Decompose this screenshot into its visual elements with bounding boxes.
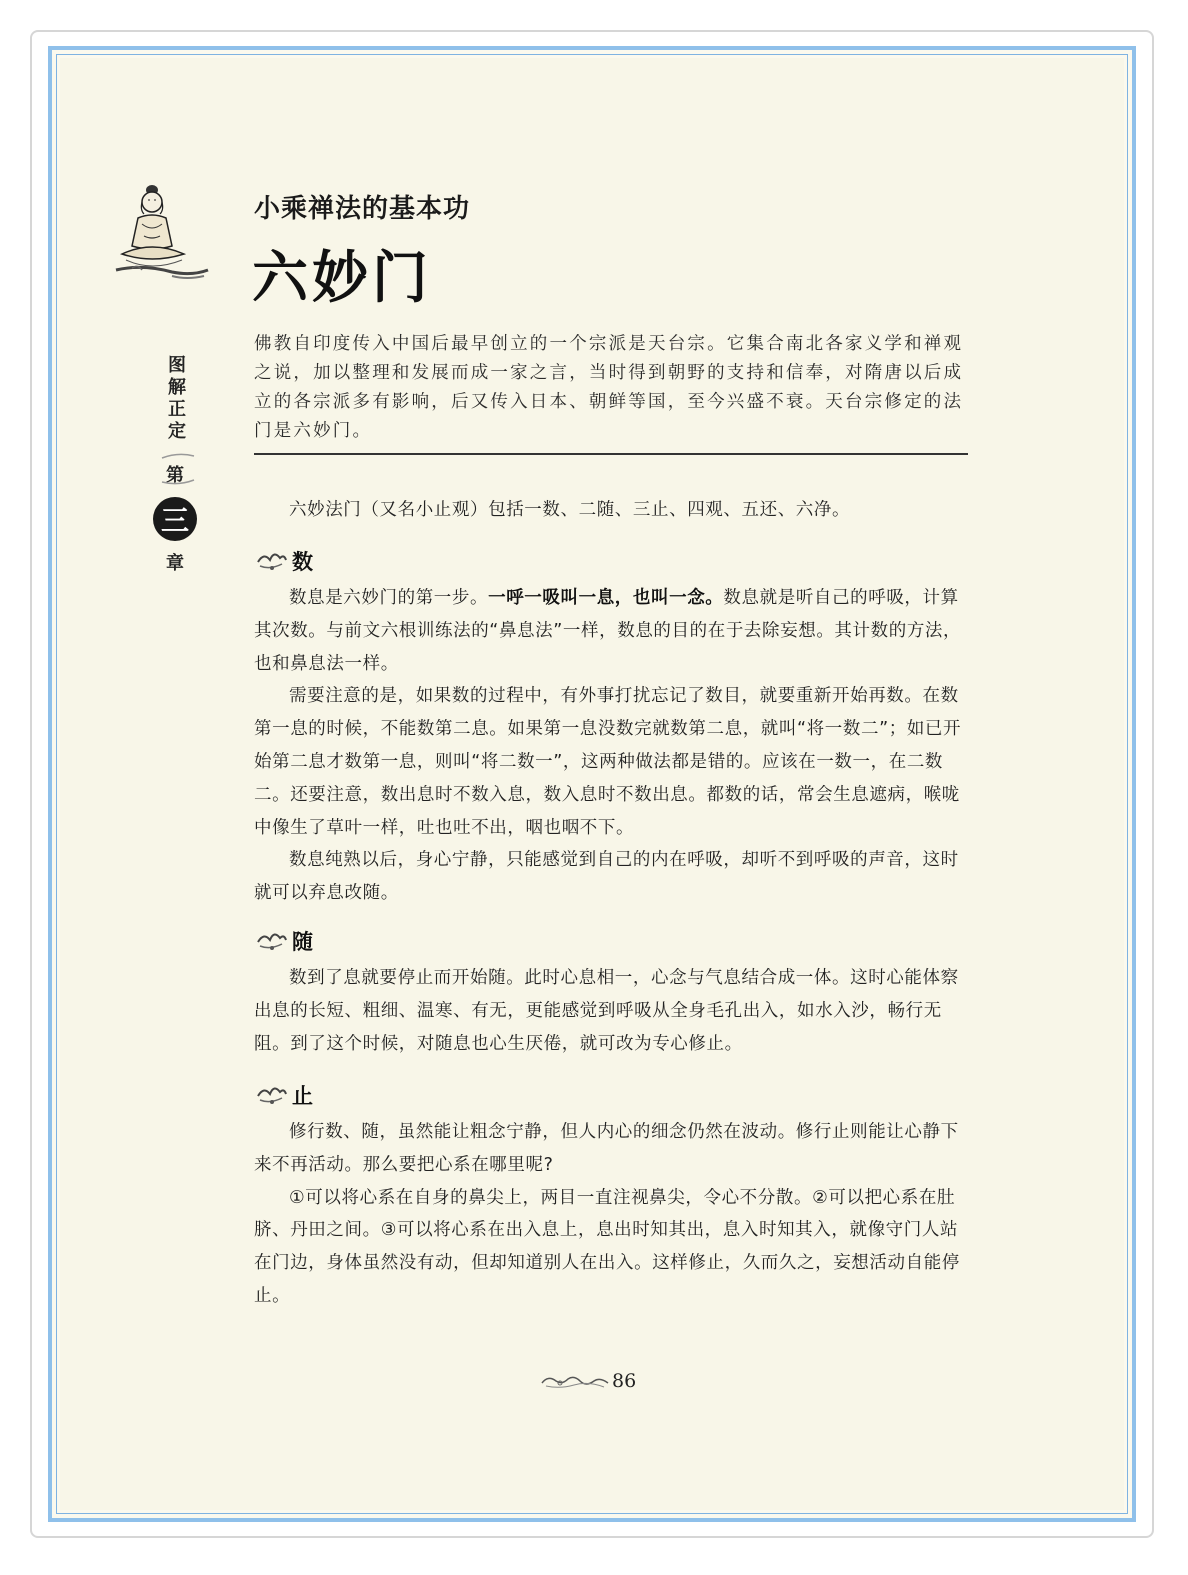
buddha-illustration bbox=[112, 180, 212, 290]
lead-paragraph: 六妙法门（又名小止观）包括一数、二随、三止、四观、五还、六净。 bbox=[289, 500, 851, 520]
paragraph: ①可以将心系在自身的鼻尖上，两目一直注视鼻尖，令心不分散。②可以把心系在肚脐、丹田之间。③可以将心系在出入息上，息出时知其出，息入时知其入，就像守门人站在门边，身体虽然没有动，但却知道别人在出入。这样修止，久而久之，妄想活动自能停止。 bbox=[254, 1187, 960, 1306]
paragraph: 数息纯熟以后，身心宁静，只能感觉到自己的内在呼吸，却听不到呼吸的声音，这时就可以弃息改随。 bbox=[254, 850, 959, 904]
paragraph: 修行数、随，虽然能让粗念宁静，但人内心的细念仍然在波动。修行止则能让心静下来不再活动。那么要把心系在哪里呢? bbox=[254, 1122, 959, 1175]
chapter-prefix: 第 bbox=[166, 465, 184, 486]
chapter-suffix: 章 bbox=[166, 553, 184, 574]
brush-stroke-icon bbox=[160, 452, 196, 460]
page-subtitle: 小乘禅法的基本功 bbox=[254, 194, 471, 224]
page-number: 86 bbox=[612, 1370, 637, 1392]
paragraph: 需要注意的是，如果数的过程中，有外事打扰忘记了数目，就要重新开始再数。在数第一息的时候，不能数第二息。如果第一息没数完就数第二息，就叫“将一数二”；如已开始第二息才数第一息，则叫“将二数一”，这两种做法都是错的。应该在一数一，在二数二。还要注意，数出息时不数入息，数入息时不数出息。都数的话，常会生息遮病，喉咙中像生了草叶一样，吐也吐不出，咽也咽不下。 bbox=[254, 686, 962, 838]
text-run: 数息就是听自己的呼吸，计算其次数。与前文六根训练法的“鼻息法”一样，数息的目的在于去除妄想。其计数的方法，也和鼻息法一样。 bbox=[254, 588, 962, 674]
lotus-icon bbox=[254, 548, 288, 574]
intro-paragraph: 佛教自印度传入中国后最早创立的一个宗派是天台宗。它集合南北各家义学和禅观之说，加以整理和发展而成一家之言，当时得到朝野的支持和信奉，对隋唐以后成立的各宗派多有影响，后又传入日本、朝鲜等国，至今兴盛不衰。天台宗修定的法门是六妙门。 bbox=[254, 334, 964, 441]
lead-block bbox=[254, 494, 974, 527]
page-title: 六妙门 bbox=[252, 245, 432, 311]
section-title: 止 bbox=[292, 1083, 313, 1108]
chapter-indicator bbox=[150, 355, 200, 575]
chapter-number-badge: 三 bbox=[153, 497, 197, 541]
section-heading-count bbox=[254, 546, 313, 576]
book-title-vertical: 图解正定 bbox=[165, 355, 186, 443]
section-body-follow bbox=[254, 962, 974, 1060]
section-heading-stop bbox=[254, 1080, 313, 1110]
emphasis-text: 一呼一吸叫一息，也叫一念。 bbox=[488, 588, 724, 608]
section-body-count bbox=[254, 582, 974, 910]
lotus-icon bbox=[254, 928, 288, 954]
section-title: 随 bbox=[292, 929, 313, 954]
text-run: 数息是六妙门的第一步。 bbox=[289, 588, 489, 608]
divider bbox=[254, 453, 968, 455]
section-title: 数 bbox=[292, 549, 313, 574]
paragraph bbox=[254, 582, 974, 680]
brush-stroke-icon bbox=[160, 478, 196, 486]
paragraph: 数到了息就要停止而开始随。此时心息相一，心念与气息结合成一体。这时心能体察出息的长短、粗细、温寒、有无，更能感觉到呼吸从全身毛孔出入，如水入沙，畅行无阻。到了这个时候，对随息也心生厌倦，就可改为专心修止。 bbox=[254, 968, 959, 1054]
section-body-stop bbox=[254, 1116, 974, 1313]
page-footer bbox=[540, 1370, 636, 1392]
section-heading-follow bbox=[254, 926, 313, 956]
cloud-ornament-icon bbox=[540, 1371, 610, 1391]
lotus-icon bbox=[254, 1082, 288, 1108]
